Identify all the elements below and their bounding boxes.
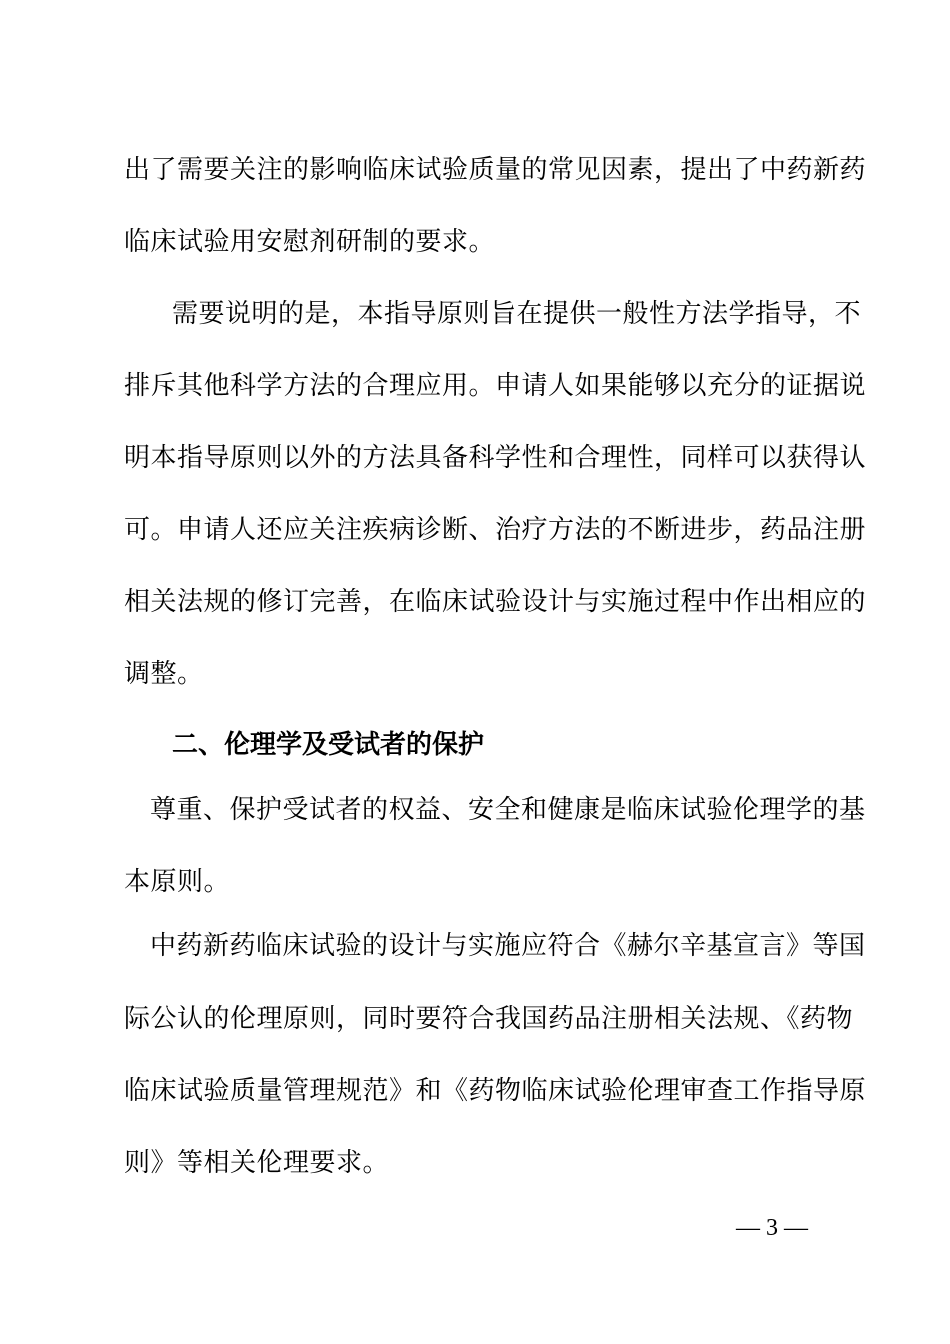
paragraph-line: 则》等相关伦理要求。: [124, 1148, 390, 1178]
paragraph-line: 本原则。: [124, 867, 231, 897]
paragraph-line: 中药新药临床试验的设计与实施应符合《赫尔辛基宣言》等国: [150, 931, 866, 961]
paragraph-line: 际公认的伦理原则，同时要符合我国药品注册相关法规、《药物: [124, 1004, 854, 1034]
paragraph-line: 可。申请人还应关注疾病诊断、治疗方法的不断进步，药品注册: [124, 515, 867, 545]
section-heading: 二、伦理学及受试者的保护: [172, 730, 485, 760]
paragraph-line: 临床试验用安慰剂研制的要求。: [124, 227, 496, 257]
paragraph-line: 出了需要关注的影响临床试验质量的常见因素，提出了中药新药: [124, 155, 867, 185]
paragraph-line: 相关法规的修订完善，在临床试验设计与实施过程中作出相应的: [124, 587, 867, 617]
paragraph-line: 尊重、保护受试者的权益、安全和健康是临床试验伦理学的基: [150, 795, 866, 825]
paragraph-line: 临床试验质量管理规范》和《药物临床试验伦理审查工作指导原: [124, 1076, 867, 1106]
page-number: — 3 —: [736, 1215, 808, 1241]
paragraph-line: 明本指导原则以外的方法具备科学性和合理性，同样可以获得认: [124, 443, 867, 473]
paragraph-line: 调整。: [124, 659, 204, 689]
paragraph-line: 需要说明的是，本指导原则旨在提供一般性方法学指导，不: [172, 299, 862, 329]
paragraph-line: 排斥其他科学方法的合理应用。申请人如果能够以充分的证据说: [124, 371, 867, 401]
